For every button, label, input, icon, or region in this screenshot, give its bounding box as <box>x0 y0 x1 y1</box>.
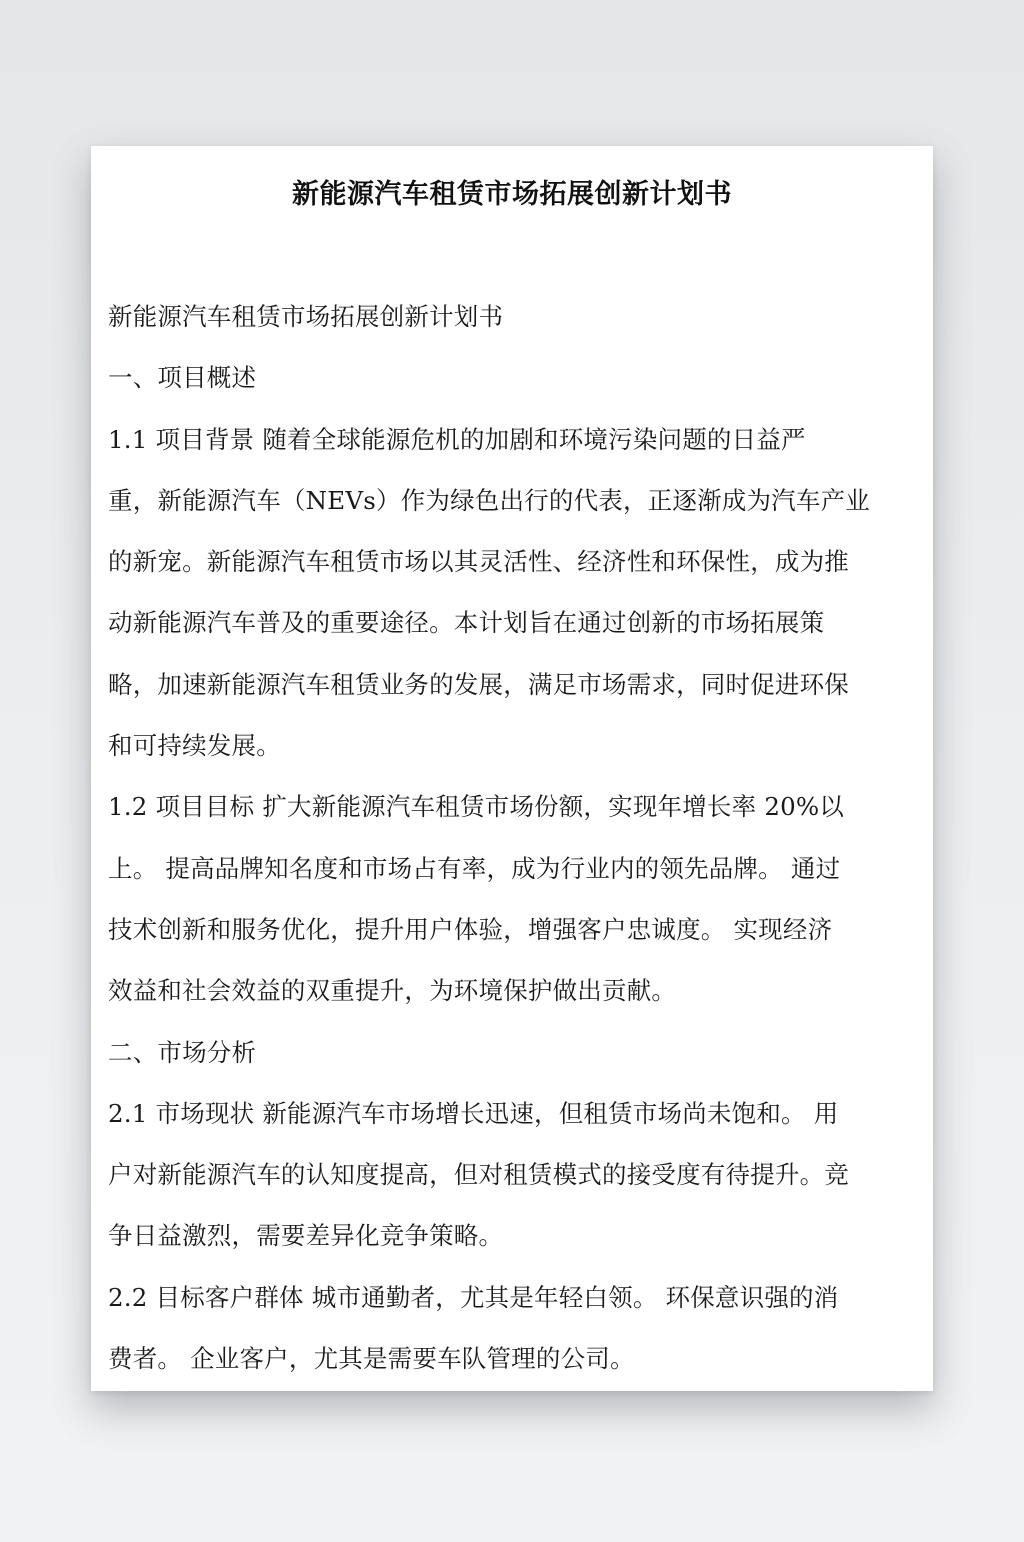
paragraph-line: 上。 提高品牌知名度和市场占有率，成为行业内的领先品牌。 通过 <box>108 853 841 883</box>
document-title: 新能源汽车租赁市场拓展创新计划书 <box>292 179 732 210</box>
paragraph-line: 重，新能源汽车（NEVs）作为绿色出行的代表，正逐渐成为汽车产业 <box>108 485 870 515</box>
paragraph-line: 略，加速新能源汽车租赁业务的发展，满足市场需求，同时促进环保 <box>108 669 849 699</box>
paragraph-line: 争日益激烈，需要差异化竞争策略。 <box>108 1221 504 1251</box>
document-body <box>108 299 918 1391</box>
paragraph-line: 和可持续发展。 <box>108 731 281 761</box>
paragraph-line: 的新宠。新能源汽车租赁市场以其灵活性、经济性和环保性，成为推 <box>108 547 849 577</box>
paragraph-line: 动新能源汽车普及的重要途径。本计划旨在通过创新的市场拓展策 <box>108 608 825 638</box>
paragraph-line: 效益和社会效益的双重提升，为环境保护做出贡献。 <box>108 976 677 1006</box>
document-page <box>91 146 933 1391</box>
section-heading-project-overview: 一、项目概述 <box>108 363 257 393</box>
paragraph-line: 户对新能源汽车的认知度提高，但对租赁模式的接受度有待提升。竞 <box>108 1160 849 1190</box>
section-heading-market-analysis: 二、市场分析 <box>108 1037 257 1067</box>
paragraph-line: 1.2 项目目标 扩大新能源汽车租赁市场份额，实现年增长率 20%以 <box>108 792 845 822</box>
paragraph-line: 2.1 市场现状 新能源汽车市场增长迅速，但租赁市场尚未饱和。 用 <box>108 1098 839 1128</box>
paragraph-line: 技术创新和服务优化，提升用户体验，增强客户忠诚度。 实现经济 <box>108 914 833 944</box>
body-heading-repeat-title: 新能源汽车租赁市场拓展创新计划书 <box>108 302 504 331</box>
paragraph-line: 费者。 企业客户，尤其是需要车队管理的公司。 <box>108 1344 635 1374</box>
paragraph-line: 1.1 项目背景 随着全球能源危机的加剧和环境污染问题的日益严 <box>108 424 806 454</box>
paragraph-line: 2.2 目标客户群体 城市通勤者，尤其是年轻白领。 环保意识强的消 <box>108 1282 839 1312</box>
